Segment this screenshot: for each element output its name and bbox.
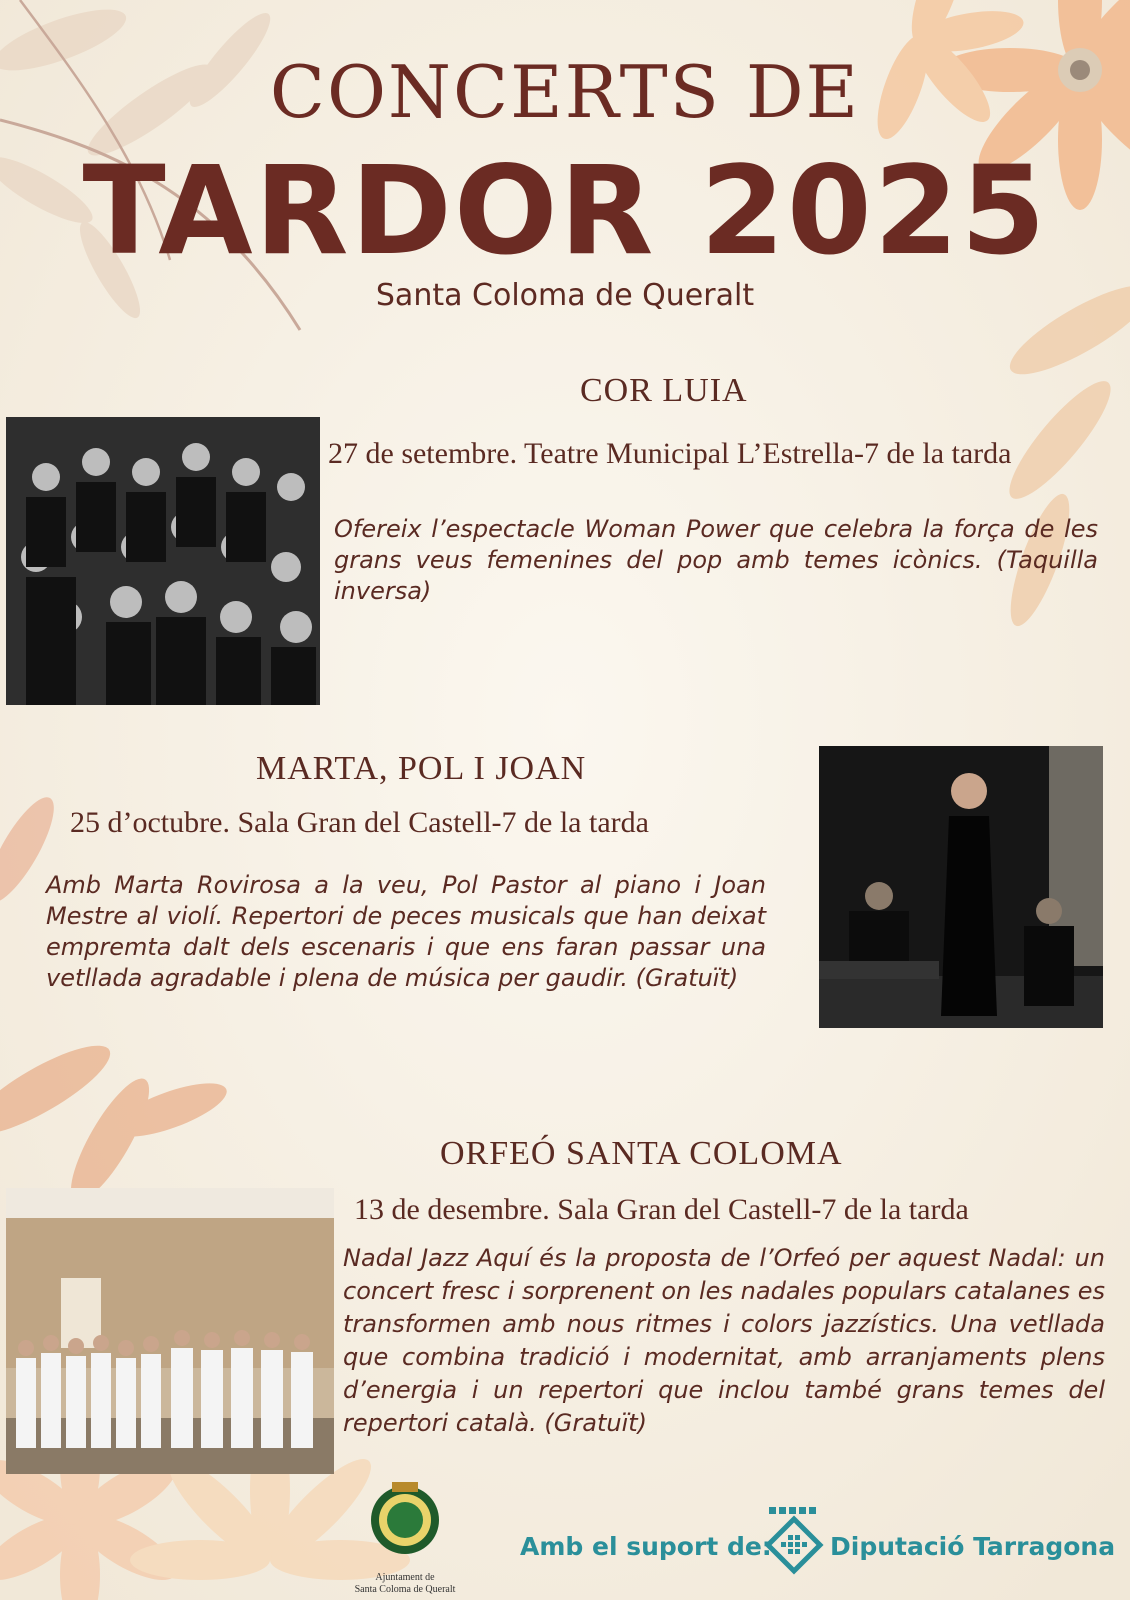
ajuntament-caption-line-2: Santa Coloma de Queralt bbox=[354, 1584, 456, 1595]
concert-2-description: Amb Marta Rovirosa a la veu, Pol Pastor al piano i Joan Mestre al violí. Repertori de peces musicals que han deixat empremta dalt dels escenaris i que ens faran passar una vetllada agradable i plena de música per gaudir. (Gratuït) bbox=[46, 871, 766, 992]
concert-1-date: 27 de setembre. Teatre Municipal L’Estrella-7 de la tarda bbox=[328, 437, 1012, 470]
diputacio-tarragona-logo-icon bbox=[764, 1505, 824, 1575]
concert-2-photo bbox=[819, 746, 1103, 1028]
concert-2-date: 25 d’octubre. Sala Gran del Castell-7 de la tarda bbox=[70, 806, 649, 839]
concert-3-date: 13 de desembre. Sala Gran del Castell-7 de la tarda bbox=[354, 1193, 969, 1226]
support-label: Amb el suport de: bbox=[520, 1532, 772, 1561]
subtitle-place: Santa Coloma de Queralt bbox=[375, 278, 755, 313]
title-line-1: CONCERTS DE bbox=[269, 50, 861, 134]
ajuntament-block bbox=[340, 1476, 470, 1600]
ajuntament-caption-line-1: Ajuntament de bbox=[375, 1572, 435, 1583]
sponsor-name: Diputació Tarragona bbox=[830, 1532, 1116, 1561]
coat-of-arms-icon bbox=[340, 1476, 470, 1568]
concert-1-title: COR LUIA bbox=[580, 372, 748, 409]
concert-3-title: ORFEÓ SANTA COLOMA bbox=[440, 1135, 843, 1172]
concert-2-title: MARTA, POL I JOAN bbox=[256, 750, 587, 787]
concert-1-description: Ofereix l’espectacle Woman Power que celebra la força de les grans veus femenines del pop amb temes icònics. (Taquilla inversa) bbox=[334, 515, 1098, 605]
concert-3-photo bbox=[6, 1188, 334, 1474]
title-line-2: TARDOR 2025 bbox=[82, 140, 1048, 282]
concert-1-photo bbox=[6, 417, 320, 705]
concert-3-description: Nadal Jazz Aquí és la proposta de l’Orfeó per aquest Nadal: un concert fresc i sorprenent on les nadales populars catalanes es transformen amb nous ritmes i colors jazzístics. Una vetllada que combina tradició i modernitat, amb arranjaments plens d’energia i un repertori que inclou també grans temes del repertori català. (Gratuït) bbox=[343, 1244, 1105, 1437]
